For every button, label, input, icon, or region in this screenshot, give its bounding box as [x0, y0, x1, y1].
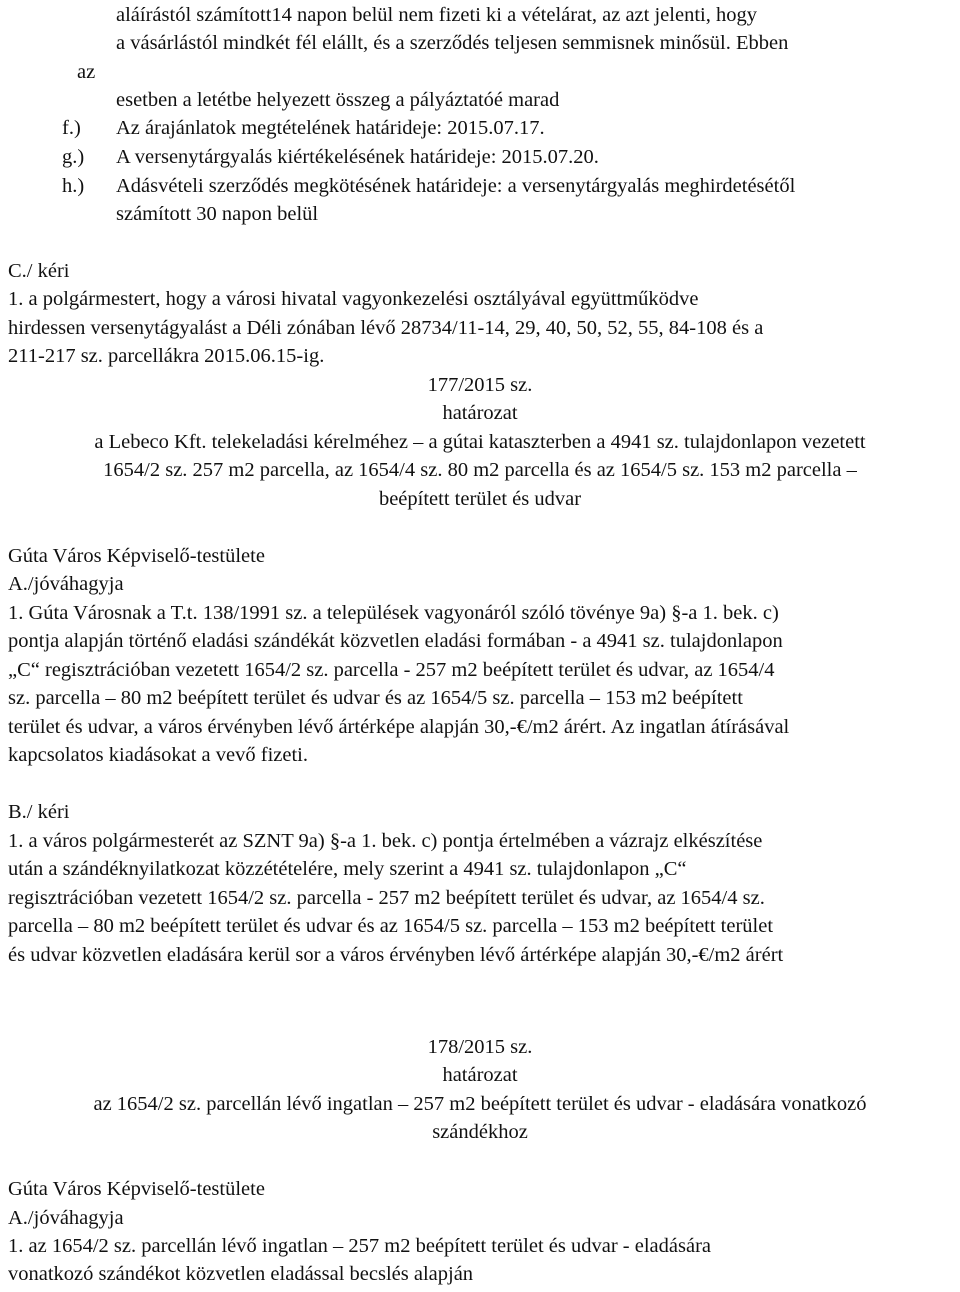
paragraph-line: 1. Gúta Városnak a T.t. 138/1991 sz. a települések vagyonáról szóló tövénye 9a) §-a 1. bek. c) [8, 602, 779, 624]
intro-line: a vásárlástól mindkét fél elállt, és a szerződés teljesen semmisnek minősül. Ebben [116, 32, 789, 54]
body-name: Gúta Város Képviselő-testülete [8, 545, 265, 567]
paragraph-line: hirdessen versenytágyalást a Déli zónában lévő 28734/11-14, 29, 40, 50, 52, 55, 84-108 és a [8, 317, 764, 339]
body-name: Gúta Város Képviselő-testülete [8, 1178, 265, 1200]
intro-line: esetben a letétbe helyezett összeg a pályáztatóé marad [116, 89, 560, 111]
resolution-subject: az 1654/2 sz. parcellán lévő ingatlan – 257 m2 beépített terület és udvar - eladására vonatkozó [93, 1093, 867, 1115]
resolution-label: határozat [442, 402, 518, 424]
paragraph-line: pontja alapján történő eladási szándékát közvetlen eladási formában - a 4941 sz. tulajdonlapon [8, 630, 783, 652]
item-text-cont: számított 30 napon belül [116, 203, 319, 225]
paragraph-line: 1. a polgármestert, hogy a városi hivatal vagyonkezelési osztályával együttműködve [8, 288, 699, 310]
resolution-number: 178/2015 sz. [427, 1036, 533, 1058]
paragraph-line: 1. az 1654/2 sz. parcellán lévő ingatlan – 257 m2 beépített terület és udvar - eladására [8, 1235, 711, 1257]
section-heading: A./jóváhagyja [8, 1207, 124, 1229]
paragraph-line: vonatkozó szándékot közvetlen eladással becslés alapján [8, 1263, 474, 1285]
intro-line: aláírástól számított14 napon belül nem fizeti ki a vételárat, az azt jelenti, hogy [116, 4, 757, 26]
resolution-label: határozat [442, 1064, 518, 1086]
resolution-number: 177/2015 sz. [427, 374, 533, 396]
paragraph-line: parcella – 80 m2 beépített terület és udvar és az 1654/5 sz. parcella – 153 m2 beépített terület [8, 915, 774, 937]
item-text: Az árajánlatok megtételének határideje: 2015.07.17. [116, 117, 545, 139]
paragraph-line: 211-217 sz. parcellákra 2015.06.15-ig. [8, 345, 325, 367]
paragraph-line: után a szándéknyilatkozat közzétételére, mely szerint a 4941 sz. tulajdonlapon „C“ [8, 858, 687, 880]
paragraph-line: 1. a város polgármesterét az SZNT 9a) §-a 1. bek. c) pontja értelmében a vázrajz elkészítése [8, 830, 763, 852]
resolution-subject: 1654/2 sz. 257 m2 parcella, az 1654/4 sz. 80 m2 parcella és az 1654/5 sz. 153 m2 parcella – [103, 459, 857, 481]
resolution-subject: beépített terület és udvar [378, 488, 582, 510]
section-heading: B./ kéri [8, 801, 70, 823]
item-label: h.) [62, 175, 85, 197]
paragraph-line: regisztrációban vezetett 1654/2 sz. parcella - 257 m2 beépített terület és udvar, az 1654/4 sz. [8, 887, 765, 909]
section-heading: A./jóváhagyja [8, 573, 124, 595]
item-text: A versenytárgyalás kiértékelésének határideje: 2015.07.20. [116, 146, 599, 168]
paragraph-line: kapcsolatos kiadásokat a vevő fizeti. [8, 744, 308, 766]
paragraph-line: és udvar közvetlen eladására kerül sor a város érvényben lévő ártérképe alapján 30,-€/m2 árért [8, 944, 784, 966]
section-heading: C./ kéri [8, 260, 70, 282]
item-text: Adásvételi szerződés megkötésének határideje: a versenytárgyalás meghirdetésétől [116, 175, 796, 197]
paragraph-line: terület és udvar, a város érvényben lévő ártérképe alapján 30,-€/m2 árért. Az ingatlan átírásával [8, 716, 790, 738]
item-label: f.) [62, 117, 81, 139]
paragraph-line: „C“ regisztrációban vezetett 1654/2 sz. parcella - 257 m2 beépített terület és udvar, az 1654/4 [8, 659, 775, 681]
resolution-subject: a Lebeco Kft. telekeladási kérelméhez – a gútai kataszterben a 4941 sz. tulajdonlapon vezetett [94, 431, 866, 453]
intro-line: az [77, 61, 96, 83]
item-label: g.) [62, 146, 85, 168]
paragraph-line: sz. parcella – 80 m2 beépített terület és udvar és az 1654/5 sz. parcella – 153 m2 beépített [8, 687, 743, 709]
resolution-subject: szándékhoz [432, 1121, 528, 1143]
